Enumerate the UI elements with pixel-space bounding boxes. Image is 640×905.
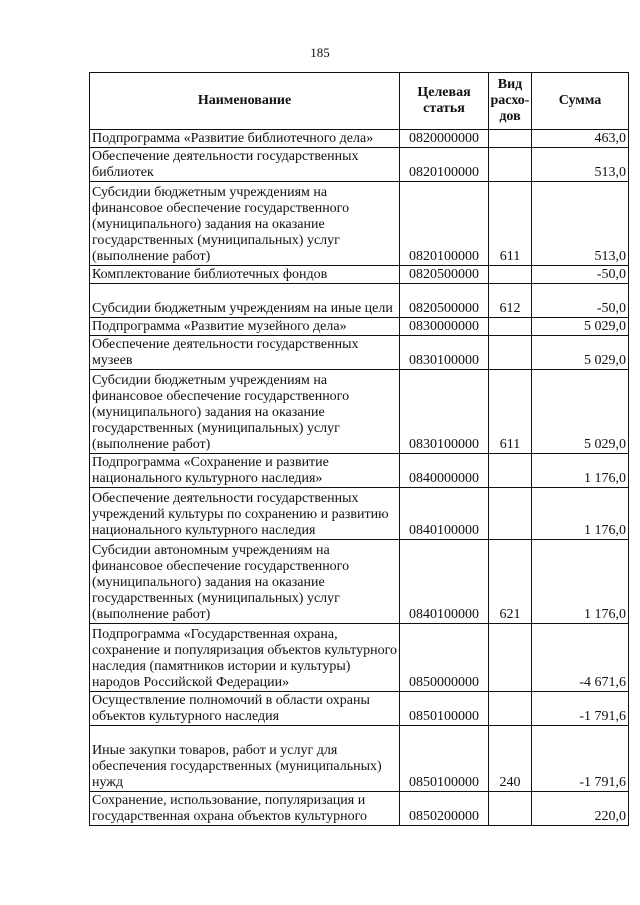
row-sum: -50,0 [532, 266, 629, 284]
table-row [90, 318, 629, 336]
row-code: 0820500000 [400, 284, 489, 318]
row-code: 0850100000 [400, 726, 489, 792]
row-name: Подпрограмма «Сохранение и развитие национального культурного наследия» [90, 454, 400, 488]
row-code: 0820100000 [400, 182, 489, 266]
row-name: Подпрограмма «Развитие музейного дела» [90, 318, 400, 336]
row-type: 611 [489, 182, 532, 266]
row-code: 0840000000 [400, 454, 489, 488]
row-type [489, 336, 532, 370]
table-row [90, 130, 629, 148]
row-sum: -50,0 [532, 284, 629, 318]
table-header [90, 73, 629, 130]
table-row [90, 692, 629, 726]
row-sum: -1 791,6 [532, 692, 629, 726]
row-name: Субсидии автономным учреждениям на финансовое обеспечение государственного (муниципального) задания на оказание государственных (муниципальных) услуг (выполнение работ) [90, 540, 400, 624]
row-name: Подпрограмма «Развитие библиотечного дела» [90, 130, 400, 148]
row-name: Сохранение, использование, популяризация и государственная охрана объектов культурного [90, 792, 400, 826]
row-code: 0850200000 [400, 792, 489, 826]
row-sum: 1 176,0 [532, 488, 629, 540]
row-code: 0830100000 [400, 370, 489, 454]
row-type [489, 792, 532, 826]
table-row [90, 454, 629, 488]
header-sum: Сумма [532, 73, 629, 130]
row-code: 0820100000 [400, 148, 489, 182]
row-code: 0820000000 [400, 130, 489, 148]
table-row [90, 266, 629, 284]
row-sum: 5 029,0 [532, 370, 629, 454]
row-type [489, 488, 532, 540]
row-sum: 5 029,0 [532, 318, 629, 336]
row-code: 0850000000 [400, 624, 489, 692]
table-body [90, 130, 629, 826]
header-row [90, 73, 629, 130]
row-name: Субсидии бюджетным учреждениям на финансовое обеспечение государственного (муниципального) задания на оказание государственных (муниципальных) услуг (выполнение работ) [90, 182, 400, 266]
row-sum: 463,0 [532, 130, 629, 148]
row-name: Субсидии бюджетным учреждениям на иные цели [90, 284, 400, 318]
row-name: Осуществление полномочий в области охраны объектов культурного наследия [90, 692, 400, 726]
row-code: 0840100000 [400, 540, 489, 624]
row-code: 0830100000 [400, 336, 489, 370]
row-type: 612 [489, 284, 532, 318]
row-type: 611 [489, 370, 532, 454]
row-code: 0820500000 [400, 266, 489, 284]
row-sum: -4 671,6 [532, 624, 629, 692]
row-name: Обеспечение деятельности государственных музеев [90, 336, 400, 370]
row-code: 0850100000 [400, 692, 489, 726]
header-code: Целевая статья [400, 73, 489, 130]
row-type: 240 [489, 726, 532, 792]
row-name: Иные закупки товаров, работ и услуг для обеспечения государственных (муниципальных) нужд [90, 726, 400, 792]
row-name: Обеспечение деятельности государственных учреждений культуры по сохранению и развитию национального культурного наследия [90, 488, 400, 540]
row-type [489, 692, 532, 726]
row-sum: 5 029,0 [532, 336, 629, 370]
row-sum: 513,0 [532, 182, 629, 266]
row-sum: 1 176,0 [532, 454, 629, 488]
table-row [90, 488, 629, 540]
budget-table [89, 72, 629, 826]
row-code: 0830000000 [400, 318, 489, 336]
row-code: 0840100000 [400, 488, 489, 540]
row-type [489, 318, 532, 336]
header-type: Вид расхо-дов [489, 73, 532, 130]
row-sum: 513,0 [532, 148, 629, 182]
table-row [90, 284, 629, 318]
row-type [489, 266, 532, 284]
table-row [90, 540, 629, 624]
page-number: 185 [310, 45, 330, 60]
row-type [489, 624, 532, 692]
row-sum: 220,0 [532, 792, 629, 826]
row-type [489, 130, 532, 148]
row-name: Субсидии бюджетным учреждениям на финансовое обеспечение государственного (муниципального) задания на оказание государственных (муниципальных) услуг (выполнение работ) [90, 370, 400, 454]
row-sum: -1 791,6 [532, 726, 629, 792]
table-row [90, 182, 629, 266]
row-name: Комплектование библиотечных фондов [90, 266, 400, 284]
table-row [90, 336, 629, 370]
row-type [489, 148, 532, 182]
row-sum: 1 176,0 [532, 540, 629, 624]
row-name: Обеспечение деятельности государственных библиотек [90, 148, 400, 182]
table-row [90, 370, 629, 454]
header-name: Наименование [90, 73, 400, 130]
table-row [90, 624, 629, 692]
row-type: 621 [489, 540, 532, 624]
row-type [489, 454, 532, 488]
row-name: Подпрограмма «Государственная охрана, сохранение и популяризация объектов культурного наследия (памятников истории и культуры) народов Российской Федерации» [90, 624, 400, 692]
table-row [90, 148, 629, 182]
table-row [90, 726, 629, 792]
table-row [90, 792, 629, 826]
